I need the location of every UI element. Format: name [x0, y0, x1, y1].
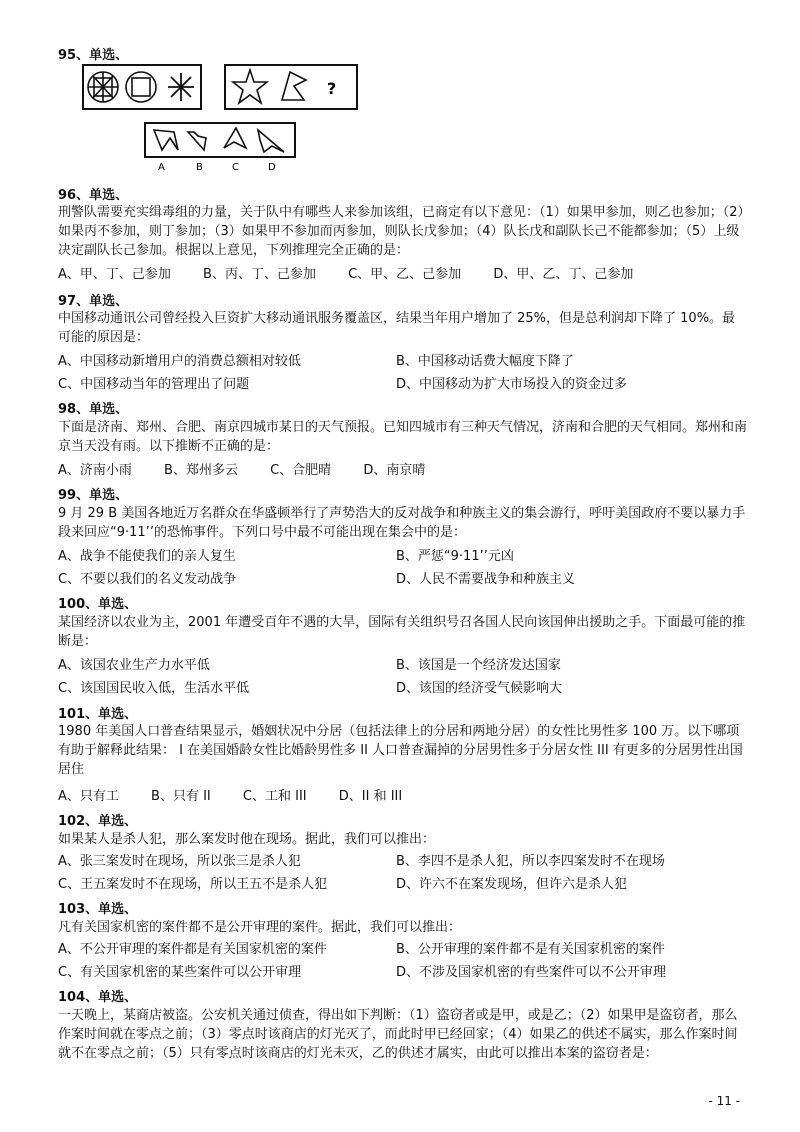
option[interactable]: B、李四不是杀人犯，所以李四案发时不在现场	[396, 854, 665, 869]
option[interactable]: A、该国农业生产力水平低	[58, 658, 210, 673]
option-c-label: C	[232, 162, 239, 172]
option[interactable]: D、甲、乙、丁、己参加	[493, 267, 634, 282]
option[interactable]: A、战争不能使我们的亲人复生	[58, 549, 236, 564]
question-101-text: 1980 年美国人口普查结果显示，婚姻状况中分居（包括法律上的分居和两地分居）的女性比男性多 100 万。以下哪项有助于解释此结果： I 在美国婚龄女性比婚龄男性多 II 人口普查漏掉的分居男性多于分居女性 III 有更多的分居男性出国居住	[58, 724, 743, 777]
option[interactable]: C、合肥晴	[270, 463, 332, 478]
question-99-text: 9 月 29 B 美国各地近万名群众在华盛顿举行了声势浩大的反对战争和种族主义的集会游行，呼吁美国政府不要以暴力手段来回应“9·11’’的恐怖事件。下列口号中最不可能出现在集会中的是：	[58, 506, 746, 540]
option[interactable]: C、王五案发时不在现场，所以王五不是杀人犯	[58, 877, 328, 892]
question-95-header: 95、单选、	[58, 48, 129, 63]
option[interactable]: B、中国移动话费大幅度下降了	[396, 354, 574, 369]
option[interactable]: C、中国移动当年的管理出了问题	[58, 377, 250, 392]
option[interactable]: D、该国的经济受气候影响大	[396, 681, 563, 696]
option-b-label: B	[196, 162, 203, 172]
question-99-header: 99、单选、	[58, 488, 129, 503]
option-b-shape	[188, 132, 206, 150]
option-d-label: D	[268, 162, 276, 172]
option[interactable]: D、中国移动为扩大市场投入的资金过多	[396, 377, 628, 392]
option[interactable]: D、不涉及国家机密的有些案件可以不公开审理	[396, 965, 667, 980]
option[interactable]: A、济南小雨	[58, 463, 132, 478]
option[interactable]: B、公开审理的案件都不是有关国家机密的案件	[396, 942, 665, 957]
question-96-options	[58, 265, 661, 284]
option[interactable]: D、南京晴	[363, 463, 426, 478]
option-a-label: A	[158, 162, 165, 172]
question-98-text: 下面是济南、郑州、合肥、南京四城市某日的天气预报。已知四城市有三种天气情况，济南和合肥的天气相同。郑州和南京当天没有雨。以下推断不正确的是：	[58, 420, 748, 454]
option[interactable]: A、张三案发时在现场，所以张三是杀人犯	[58, 854, 301, 869]
option[interactable]: C、工和 III	[242, 789, 307, 804]
question-101-header: 101、单选、	[58, 707, 138, 722]
q95-answer-figure	[144, 122, 296, 172]
figure-question-mark: ?	[327, 79, 337, 98]
option[interactable]: A、中国移动新增用户的消费总额相对较低	[58, 354, 301, 369]
question-104-header: 104、单选、	[58, 990, 138, 1005]
option-c-shape	[224, 128, 246, 148]
option-a-shape	[154, 130, 178, 150]
option[interactable]: B、郑州多云	[164, 463, 238, 478]
question-96-text: 刑警队需要充实缉毒组的力量，关于队中有哪些人来参加该组，已商定有以下意见：（1）如果甲参加，则乙也参加；（2）如果丙不参加，则丁参加；（3）如果甲不参加而丙参加，则队长戊参加；（4）队长戊和副队长己不能都参加；（5）上级决定副队长己参加。根据以上意见，下列推理完全正确的是：	[58, 205, 745, 258]
star-piece-shape	[282, 72, 306, 100]
option[interactable]: A、甲、丁、己参加	[58, 267, 171, 282]
option[interactable]: D、许六不在案发现场，但许六是杀人犯	[396, 877, 628, 892]
page-number: - 11 -	[708, 1094, 740, 1108]
option[interactable]: C、该国国民收入低，生活水平低	[58, 681, 250, 696]
question-104-text: 一天晚上，某商店被盗。公安机关通过侦查，得出如下判断：（1）盗窃者或是甲，或是乙；（2）如果甲是盗窃者，那么作案时间就在零点之前；（3）零点时该商店的灯光灭了，而此时甲已经回家；（4）如果乙的供述不属实，那么作案时间就不在零点之前；（5）只有零点时该商店的灯光未灭，乙的供述才属实，由此可以推出本案的盗窃者是：	[58, 1008, 738, 1061]
question-96-header: 96、单选、	[58, 188, 129, 203]
question-98-options	[58, 461, 453, 480]
option[interactable]: A、只有工	[58, 789, 119, 804]
question-101-options	[58, 787, 430, 806]
q95-figure-box-1	[82, 64, 202, 110]
option[interactable]: D、II 和 III	[338, 789, 403, 804]
q95-figure-box-2	[224, 64, 358, 110]
option-d-shape	[258, 130, 284, 152]
question-97-header: 97、单选、	[58, 294, 129, 309]
option[interactable]: B、只有 II	[151, 789, 211, 804]
star-shape	[233, 70, 267, 103]
question-103-text: 凡有关国家机密的案件都不是公开审理的案件。据此，我们可以推出：	[58, 920, 462, 935]
question-100-text: 某国经济以农业为主，2001 年遭受百年不遇的大旱，国际有关组织号召各国人民向该国伸出援助之手。下面最可能的推断是：	[58, 615, 746, 649]
question-97-text: 中国移动通讯公司曾经投入巨资扩大移动通讯服务覆盖区，结果当年用户增加了 25%，但是总利润却下降了 10%。最可能的原因是：	[58, 311, 736, 345]
option[interactable]: B、严惩“9·11’’元凶	[396, 549, 514, 564]
question-100-header: 100、单选、	[58, 597, 138, 612]
option[interactable]: C、甲、乙、己参加	[348, 267, 462, 282]
question-103-header: 103、单选、	[58, 902, 138, 917]
question-102-header: 102、单选、	[58, 814, 138, 829]
option[interactable]: B、该国是一个经济发达国家	[396, 658, 561, 673]
question-98-header: 98、单选、	[58, 402, 129, 417]
asterisk-shape	[168, 73, 194, 101]
question-102-text: 如果某人是杀人犯，那么案发时他在现场。据此，我们可以推出：	[58, 832, 436, 847]
option[interactable]: B、丙、丁、己参加	[203, 267, 316, 282]
circle-grid-shape	[88, 72, 118, 102]
option[interactable]: C、有关国家机密的某些案件可以公开审理	[58, 965, 302, 980]
option[interactable]: A、不公开审理的案件都是有关国家机密的案件	[58, 942, 327, 957]
option[interactable]: C、不要以我们的名义发动战争	[58, 572, 237, 587]
circle-square-shape	[126, 72, 156, 102]
option[interactable]: D、人民不需要战争和种族主义	[396, 572, 576, 587]
